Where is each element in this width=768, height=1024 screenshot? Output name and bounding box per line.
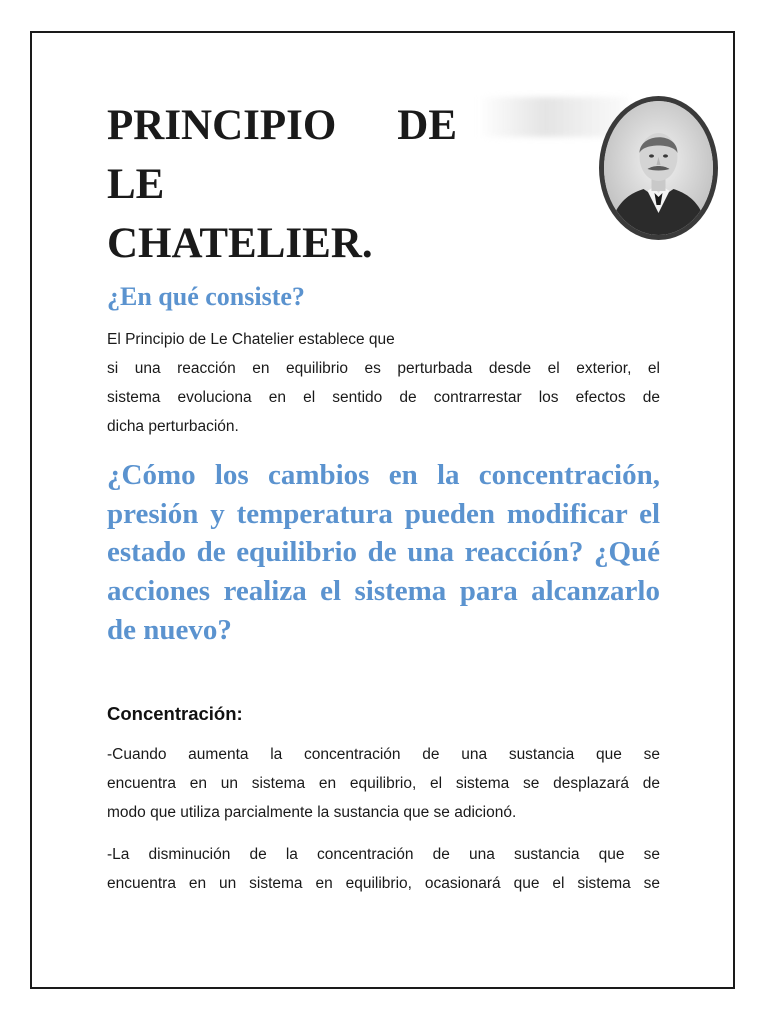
document-title	[107, 96, 457, 273]
paragraph-line: encuentra en un sistema en equilibrio, el sistema se desplazará de	[107, 775, 660, 792]
section-heading-consiste: ¿En qué consiste?	[107, 282, 305, 311]
header-shade-decoration	[478, 97, 628, 137]
paragraph-line: si una reacción en equilibrio es perturbada desde el exterior, el	[107, 360, 660, 377]
paragraph-line: dicha perturbación.	[107, 418, 239, 435]
paragraph-line: -Cuando aumenta la concentración de una sustancia que se	[107, 746, 660, 763]
paragraph-definition	[107, 325, 660, 441]
section-heading-cambios: ¿Cómo los cambios en la concentración, presión y temperatura pueden modificar el estado de equilibrio de una reacción? ¿Qué acciones realiza el sistema para alcanzarlo de nuevo?	[107, 459, 660, 646]
subheading-concentracion: Concentración:	[107, 703, 243, 724]
title-line-1: PRINCIPIO DE	[107, 102, 457, 149]
paragraph-line: modo que utiliza parcialmente la sustancia que se adicionó.	[107, 804, 517, 821]
title-line-3: CHATELIER.	[107, 220, 373, 267]
paragraph-line: -La disminución de la concentración de una sustancia que se	[107, 846, 660, 863]
title-line-2: LE	[107, 161, 165, 208]
paragraph-disminucion-concentracion	[107, 840, 660, 898]
paragraph-line: encuentra en un sistema en equilibrio, ocasionará que el sistema se	[107, 875, 660, 892]
paragraph-line: El Principio de Le Chatelier establece que	[107, 331, 395, 348]
paragraph-line: sistema evoluciona en el sentido de contrarrestar los efectos de	[107, 389, 660, 406]
portrait-photo-icon	[599, 96, 718, 240]
paragraph-aumento-concentracion	[107, 740, 660, 827]
